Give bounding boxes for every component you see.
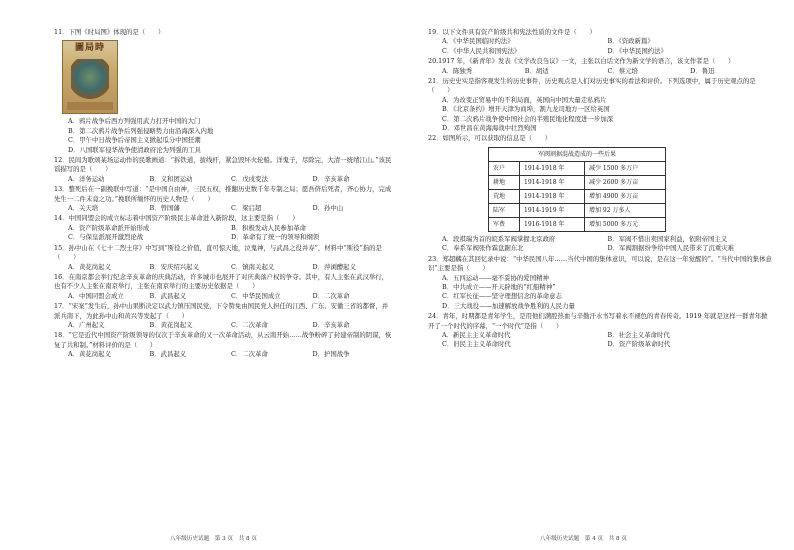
option-b[interactable]: B．武昌起义 [149, 291, 187, 300]
option-b[interactable]: B．《资政新篇》 [607, 37, 654, 46]
option-a[interactable]: A．鸦片战争后西方列强用武力打开中国的大门 [68, 117, 201, 126]
option-d[interactable]: D．《中华民国约法》 [607, 46, 667, 55]
option-b[interactable]: B．第二次鸦片战争后列强侵略势力由沿海深入内地 [68, 126, 214, 135]
option-a[interactable]: A．段祺瑞为首的皖系军阀掌握北京政府 [442, 234, 556, 243]
table-row: 陆军 1914-1919 年 增加 92 万多人 [489, 203, 666, 217]
option-b[interactable]: B．武昌起义 [149, 350, 187, 359]
question-stem: 19．以下文件具有资产阶级共和宪法性质的文件是（ ） [428, 28, 596, 36]
question-11 [54, 28, 394, 155]
option-c[interactable]: C．红军长征——坚守理想信念的革命意志 [442, 292, 562, 301]
question-stem: 13．整死后在一副挽联中写道：“是中国自由神，三民五权，推翻历史数千年专制之局；愿吾侪后死者，齐心协力，完成先生一二件未竟之功。”挽联所缅怀的历史人物是（ ） [54, 185, 392, 203]
option-b[interactable]: B．军阀不惜出卖国家利益，依附帝国主义 [607, 234, 728, 243]
option-b[interactable]: B．义和团运动 [149, 174, 193, 183]
option-d[interactable]: D．军阀割据纷争给中国人民带来了沉重灾难 [607, 244, 735, 253]
question-stem: 23．郑超麟在其回忆录中说：“中华民国八年……当代中国的集体意识，可以说，是在这一年觉醒的”。“当代中国的集体意识”主要是指（ ） [428, 254, 772, 273]
right-column [428, 28, 773, 351]
option-d[interactable]: D．邓世昌在黄海海战中壮烈殉国 [442, 124, 537, 133]
option-d[interactable]: D．二次革命 [312, 291, 350, 300]
question-stem: 15．孙中山在《七十二烈士序》中写到“斯役之价值，直可惊天地，泣鬼神，与武昌之役并寿”，材料中“斯役”指的是（ ） [54, 243, 382, 262]
question-20 [428, 57, 773, 76]
option-d[interactable]: D．三大战役——加速解放战争胜利的人民力量 [442, 301, 575, 310]
option-c[interactable]: C．中华民国成立 [231, 291, 281, 300]
option-d[interactable]: D．八国联军侵华战争使清政府沦为列强的工具 [68, 145, 201, 154]
question-stem: 18．“它是近代中国资产阶级领导的仅次于辛亥革命的又一次革命活动，从云南开始……战争粉碎了封建帝制的阴谋，恢复了共和制。”材料评价的是（ ） [54, 331, 392, 349]
option-d[interactable]: D．辛亥革命 [312, 174, 350, 183]
option-d[interactable]: D．资产阶级革命时代 [607, 340, 671, 349]
option-c[interactable]: C．镇南关起义 [231, 262, 275, 271]
option-a[interactable]: A．黄花岗起义 [68, 262, 111, 271]
option-c[interactable]: C．二次革命 [231, 350, 268, 359]
option-d[interactable]: D．鲁迅 [690, 66, 715, 75]
question-18 [54, 331, 394, 359]
option-c[interactable]: C．第二次鸦片战争使中国社会的半殖民地化程度进一步加深 [442, 114, 614, 123]
option-b[interactable]: B．曾国藩 [149, 204, 180, 213]
option-a[interactable]: A．关天培 [68, 204, 99, 213]
page-footer-right: 八年级历史试题 第 4 页 共 8 页 [540, 536, 627, 542]
option-a[interactable]: A．《中华民国临时约法》 [442, 37, 514, 46]
question-stem: 24．青年，时期都是青年学生，是用他们满腔热血与辛勤汗水书写着永不褪色的青春传奇。1919 年就是这样一群青年掀开了一个时代的序幕，“一个时代”是指（ ） [428, 312, 768, 330]
option-a[interactable]: A．为改变正贸易中的不利局面，英国向中国大量走私鸦片 [442, 95, 607, 104]
option-a[interactable]: A．五四运动——毫不妥协的爱国精神 [442, 273, 549, 282]
question-stem: 11．下图《时局图》体现的是（ ） [54, 28, 165, 36]
option-a[interactable]: A．中国同盟会成立 [68, 291, 124, 300]
question-stem: 16．在南京都会举行纪念辛亥革命的庆典活动，许多城市也展开了对庆典落户权的争夺。其中，有人主张在武汉举行，也有不少人主张在南京举行，主张在南京举行的主要历史依据是（ ） [54, 272, 389, 291]
question-14 [54, 214, 394, 242]
question-12 [54, 156, 394, 184]
option-b[interactable]: B．胡适 [524, 66, 549, 75]
option-d[interactable]: D．萍浏醴起义 [312, 262, 356, 271]
option-a[interactable]: A．广州起义 [68, 320, 105, 329]
option-c[interactable]: C．《中华人民共和国宪法》 [442, 46, 521, 55]
option-a[interactable]: A．洋务运动 [68, 174, 105, 183]
warlord-consequences-table [488, 147, 666, 232]
time-situation-map-image [62, 40, 118, 114]
question-17 [54, 302, 394, 330]
question-19 [428, 28, 773, 56]
option-c[interactable]: C．二次革命 [231, 320, 268, 329]
left-column [54, 28, 394, 361]
option-d[interactable]: D．护国战争 [312, 350, 350, 359]
option-c[interactable]: C．旧民主主义革命时代 [442, 340, 511, 349]
question-16 [54, 273, 394, 301]
question-stem: 21．历史史实是指客观发生的历史事件，历史观点是人们对历史事实的看法和评价。下列选项中，属于历史观点的是（ ） [428, 77, 756, 95]
option-b[interactable]: B．中共成立——开天辟地的“红船精神” [442, 282, 556, 291]
option-a[interactable]: A．资产阶级革命派开始形成 [68, 223, 150, 232]
question-23 [428, 255, 773, 311]
question-13 [54, 185, 394, 213]
option-c[interactable]: C．奉系军阀张作霖盘踞东北 [442, 244, 524, 253]
page-footer-left: 八年级历史试题 第 3 页 共 8 页 [170, 536, 257, 542]
table-row: 荒地 1914-1918 年 增加 4900 多万亩 [489, 189, 666, 203]
image-title: 圖局時 [74, 43, 105, 54]
question-21 [428, 77, 773, 133]
option-d[interactable]: D．孙中山 [312, 204, 344, 213]
option-a[interactable]: A．陈独秀 [442, 66, 473, 75]
table-row: 耕地 1914-1918 年 减少 2600 多万亩 [489, 175, 666, 189]
question-stem: 20.1917 年，《新青年》发表《文学改良刍议》一文，主张以白话文作为新文学的语言，该文作者是（ ） [428, 57, 735, 66]
option-d[interactable]: D．辛亥革命 [312, 320, 350, 329]
question-stem: 17．“宋案”发生后，孙中山果断决定以武力镇压国民党，下令赞免由国民党人担任的江西、广东、安徽三省的都督，并派兵南下，为此孙中山和黄兴等发起了（ ） [54, 302, 389, 320]
option-d[interactable]: D．革命有了统一的领导和纲领 [231, 233, 320, 242]
table-title: 军阀割据混战造成的一些后果 [489, 147, 666, 161]
option-a[interactable]: A．新民主主义革命时代 [442, 330, 511, 339]
option-b[interactable]: B．积极发动人民参加革命 [231, 223, 306, 232]
table-row: 军费 1916-1918 年 增加 5000 多万元 [489, 217, 666, 231]
question-15 [54, 244, 394, 272]
question-22 [428, 134, 773, 253]
option-c[interactable]: C．甲午中日战争后帝国主义掀起瓜分中国狂潮 [68, 136, 201, 145]
option-c[interactable]: C．蔡元培 [607, 66, 638, 75]
question-stem: 12．民间为歌颂某场运动作的民歌画道：“拆铁道，拔线杆，紧急毁坏火轮船。洋鬼子，尽除完，大清一统靖江山。”该民谣描写的是（ ） [54, 156, 392, 174]
option-a[interactable]: A．黄花岗起义 [68, 350, 111, 359]
option-b[interactable]: B．社会主义革命时代 [607, 330, 670, 339]
option-c[interactable]: C．与保皇派展开激烈论战 [68, 233, 144, 242]
option-b[interactable]: B．黄花岗起义 [149, 320, 193, 329]
option-c[interactable]: C．梁启超 [231, 204, 262, 213]
option-b[interactable]: B．《北京条约》增开天津为商埠，割九龙司地方一区给英国 [442, 105, 610, 114]
option-b[interactable]: B．安庆绍兴起义 [149, 262, 199, 271]
question-stem: 14．中国同盟会的成立标志着中国资产阶级民主革命进入新阶段，这主要是指（ ） [54, 214, 299, 223]
question-stem: 22．如图所示，可以获取的信息是（ ） [428, 134, 552, 143]
option-c[interactable]: C．戊戌变法 [231, 174, 268, 183]
table-row: 农户 1914-1918 年 减少 1500 多万户 [489, 161, 666, 175]
question-24 [428, 312, 773, 350]
